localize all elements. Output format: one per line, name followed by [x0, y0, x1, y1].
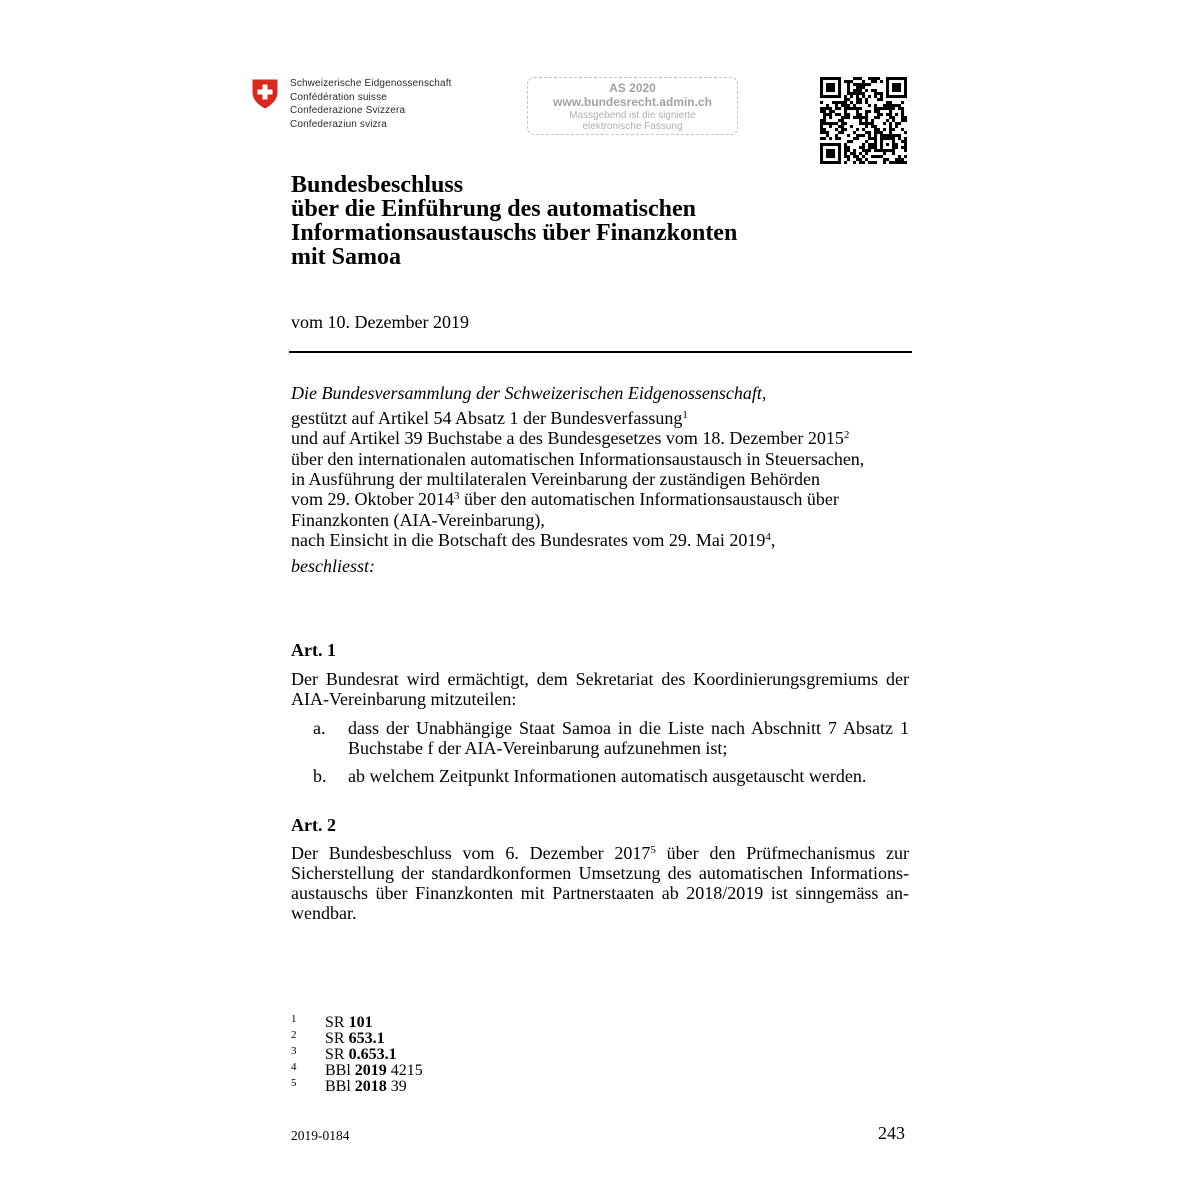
article-text: wendbar. [291, 903, 357, 923]
confederation-name-de: Schweizerische Eidgenossenschaft [290, 78, 452, 89]
document-number: 2019-0184 [291, 1128, 350, 1143]
document-title [291, 173, 737, 269]
preamble-text: Finanzkonten (AIA-Vereinbarung), [291, 509, 545, 530]
list-item-line: ab welchem Zeitpunkt Informationen automatisch ausgetauscht werden. [348, 766, 867, 786]
preamble-line [291, 489, 864, 509]
title-line: mit Samoa [291, 244, 401, 270]
page-number: 243 [878, 1123, 905, 1143]
article-line [291, 883, 909, 903]
article-1-heading: Art. 1 [291, 640, 336, 660]
preamble-line [291, 469, 864, 489]
stamp-note-line-2: elektronische Fassung [582, 121, 683, 132]
footnote-number: 4 [291, 1061, 297, 1073]
stamp-url[interactable]: www.bundesrecht.admin.ch [553, 95, 712, 109]
preamble-lines [291, 408, 864, 550]
article-text: austauschs über Finanzkonten mit Partnerstaaten ab 2018/2019 ist sinngemäss an- [291, 883, 909, 903]
footnote-prefix: BBl [325, 1078, 351, 1095]
article-line: Der Bundesrat wird ermächtigt, dem Sekretariat des Koordinierungsgremiums der [291, 669, 909, 689]
article-1-text [291, 669, 909, 709]
article-2-text [291, 843, 909, 923]
swiss-coat-of-arms-icon [252, 79, 278, 109]
article-line: AIA-Vereinbarung mitzuteilen: [291, 689, 517, 709]
footnote-ref[interactable]: 2 [843, 429, 850, 442]
footnote-number-bold: 2019 [354, 1062, 387, 1079]
preamble-text: und auf Artikel 39 Buchstabe a des Bundesgesetzes vom 18. Dezember 2015 [291, 428, 844, 449]
qr-code-icon[interactable] [820, 77, 907, 164]
footnote-text[interactable] [325, 1015, 373, 1031]
list-item [348, 766, 909, 786]
stamp-note-line-1: Massgebend ist die signierte [569, 110, 696, 121]
footnote-number-bold: 0.653.1 [348, 1046, 397, 1063]
footnote-number: 3 [291, 1045, 297, 1057]
footnote-text[interactable] [325, 1063, 423, 1079]
preamble-line [291, 428, 864, 448]
footnote-suffix: 4215 [390, 1062, 423, 1079]
title-line: über die Einführung des automatischen [291, 196, 696, 222]
footnote-number: 1 [291, 1013, 297, 1025]
preamble-text: über den automatischen Informationsaustausch über [459, 489, 839, 510]
preamble-line [291, 530, 864, 550]
signature-stamp [527, 77, 738, 135]
footnote-number: 2 [291, 1029, 297, 1041]
footnote-ref[interactable]: 4 [765, 530, 771, 543]
footnote-text[interactable] [325, 1047, 397, 1063]
footnote-prefix: SR [325, 1046, 345, 1063]
footnote-prefix: SR [325, 1014, 345, 1031]
stamp-collection: AS 2020 [609, 81, 656, 95]
footnote-suffix: 39 [390, 1078, 407, 1095]
preamble-closing: beschliesst: [291, 556, 375, 576]
article-text: über den Prüfmechanismus zur [655, 843, 909, 863]
confederation-names [290, 77, 452, 131]
footnote-text[interactable] [325, 1079, 407, 1095]
preamble-line [291, 449, 864, 469]
footnote-ref[interactable]: 5 [650, 844, 656, 856]
preamble-text: vom 29. Oktober 2014 [291, 489, 454, 510]
preamble-text: in Ausführung der multilateralen Vereinbarung der zuständigen Behörden [291, 468, 821, 489]
footnote-text[interactable] [325, 1031, 385, 1047]
footnote-number-bold: 2018 [354, 1078, 387, 1095]
preamble-text: über den internationalen automatischen Informationsaustausch in Steuersachen, [291, 448, 865, 469]
article-line [291, 863, 909, 883]
document-date: vom 10. Dezember 2019 [291, 312, 469, 332]
footnote-ref[interactable]: 1 [682, 409, 688, 421]
list-item [348, 718, 909, 758]
article-text: Sicherstellung der standardkonformen Umsetzung des automatischen Informations- [291, 863, 909, 883]
footnote-number-bold: 653.1 [348, 1030, 385, 1047]
footnote-number: 5 [291, 1077, 297, 1089]
article-2-heading: Art. 2 [291, 815, 336, 835]
preamble-text: , [770, 529, 776, 550]
preamble-text: nach Einsicht in die Botschaft des Bundesrates vom 29. Mai 2019 [291, 529, 766, 550]
article-line [291, 843, 909, 863]
footnote-number-bold: 101 [348, 1014, 373, 1031]
preamble-line [291, 408, 864, 428]
preamble-text: gestützt auf Artikel 54 Absatz 1 der Bundesverfassung [291, 408, 683, 428]
list-item-label: b. [313, 766, 327, 786]
list-item-line: dass der Unabhängige Staat Samoa in die Liste nach Abschnitt 7 Absatz 1 [348, 718, 909, 738]
list-item-line: Buchstabe f der AIA-Vereinbarung aufzunehmen ist; [348, 738, 728, 758]
article-line [291, 903, 909, 923]
footnote-ref[interactable]: 3 [453, 490, 460, 503]
footnote-prefix: BBl [325, 1062, 351, 1079]
swiss-cross-horizontal [258, 90, 273, 95]
title-line: Informationsaustauschs über Finanzkonten [291, 220, 738, 246]
footnote-prefix: SR [325, 1030, 345, 1047]
preamble-line [291, 510, 864, 530]
confederation-name-rm: Confederaziun svizra [290, 118, 387, 130]
confederation-name-fr: Confédération suisse [290, 91, 387, 103]
confederation-name-it: Confederazione Svizzera [290, 105, 406, 116]
title-divider [289, 351, 912, 353]
preamble-intro: Die Bundesversammlung der Schweizerischen Eidgenossenschaft, [291, 383, 767, 403]
article-text: Der Bundesbeschluss vom 6. Dezember 2017 [291, 843, 651, 863]
title-line: Bundesbeschluss [291, 172, 464, 198]
list-item-label: a. [313, 718, 326, 738]
